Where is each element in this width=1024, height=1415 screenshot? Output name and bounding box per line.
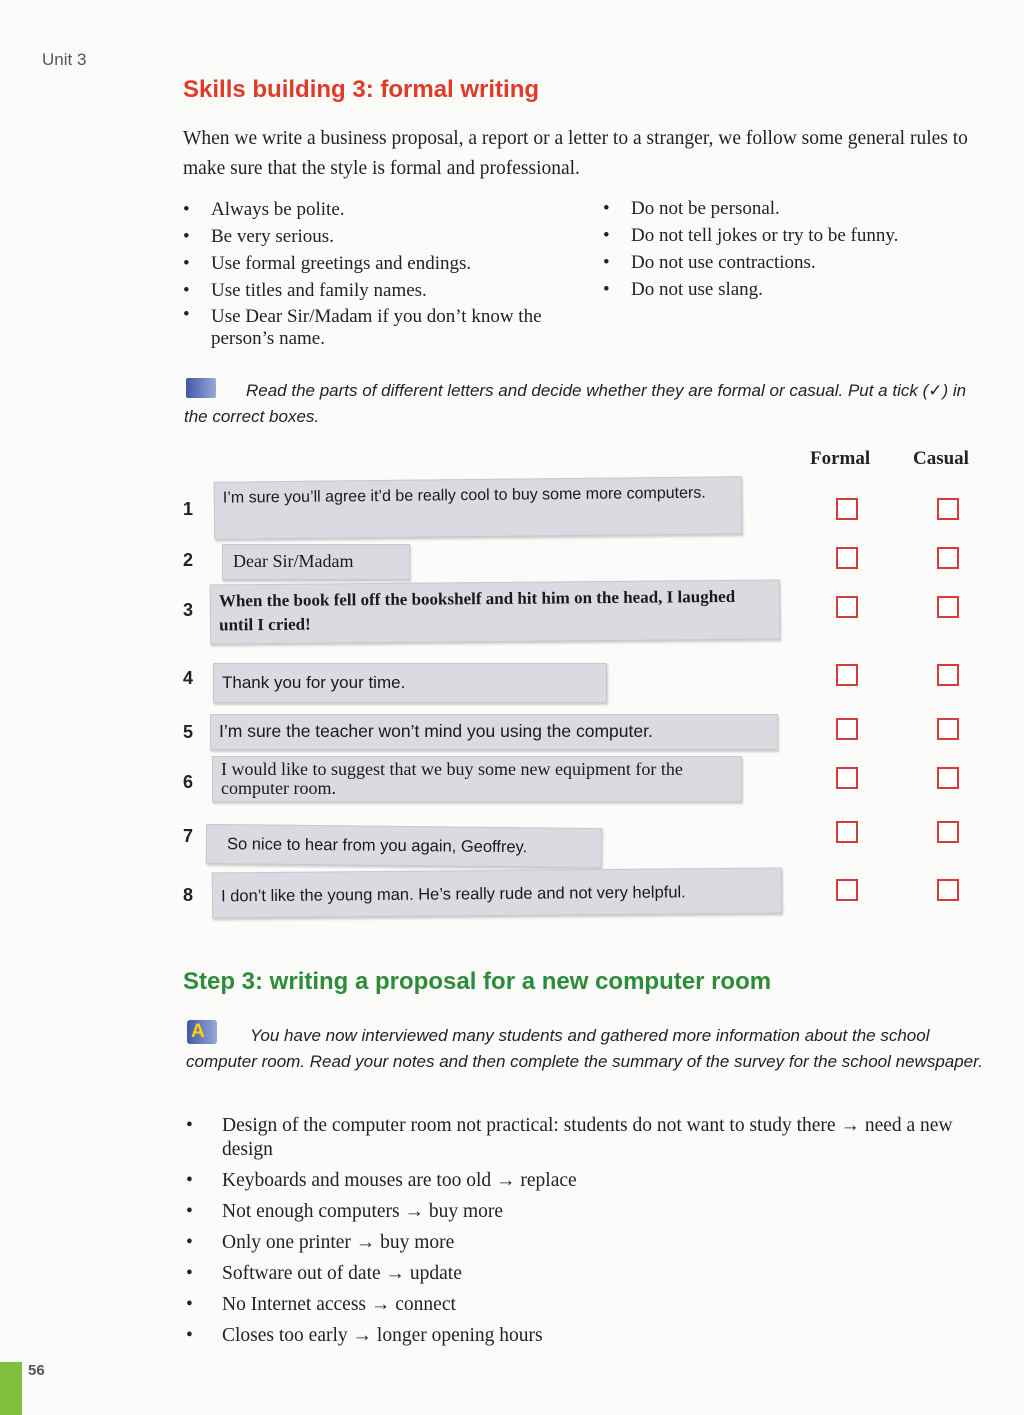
note-item: • Design of the computer room not practical: students do not want to study there → need a new design [186, 1114, 996, 1162]
rule-item: • Be very serious. [183, 223, 583, 250]
exercise-instruction: Read the parts of different letters and decide whether they are formal or casual. Put a tick (✓) in the correct boxes. [184, 381, 967, 426]
formal-checkbox[interactable] [836, 767, 858, 789]
formal-checkbox[interactable] [836, 718, 858, 740]
rule-item: • Do not use slang. [603, 276, 1003, 303]
note-item: • Only one printer → buy more [186, 1231, 996, 1255]
item-number: 6 [183, 772, 194, 792]
formal-checkbox[interactable] [836, 821, 858, 843]
rule-item: • Do not be personal. [603, 195, 1003, 222]
casual-checkbox[interactable] [937, 664, 959, 686]
section-title: Skills building 3: formal writing [183, 76, 540, 103]
letter-extract: Thank you for your time. [213, 663, 607, 703]
rules-list-right [603, 195, 1003, 303]
casual-checkbox[interactable] [937, 718, 959, 740]
notes-list [186, 1114, 996, 1355]
formal-checkbox[interactable] [836, 879, 858, 901]
rule-item: • Use Dear Sir/Madam if you don’t know the person’s name. [183, 304, 583, 350]
item-number: 8 [183, 885, 194, 905]
rule-item: • Do not tell jokes or try to be funny. [603, 222, 1003, 249]
page-number: 56 [28, 1362, 45, 1379]
letter-extract: I would like to suggest that we buy some new equipment for the computer room. [212, 756, 742, 802]
rule-item: • Always be polite. [183, 196, 583, 223]
letter-extract: So nice to hear from you again, Geoffrey. [206, 824, 602, 868]
casual-checkbox[interactable] [937, 596, 959, 618]
rules-list-left [183, 196, 583, 350]
item-number: 4 [183, 668, 194, 688]
formal-checkbox[interactable] [836, 596, 858, 618]
note-item: • Keyboards and mouses are too old → replace [186, 1169, 996, 1193]
letter-extract: I’m sure you’ll agree it’d be really cool to buy some more computers. [214, 476, 743, 540]
casual-checkbox[interactable] [937, 498, 959, 520]
note-item: • Not enough computers → buy more [186, 1200, 996, 1224]
item-number: 2 [183, 550, 194, 570]
item-number: 7 [183, 826, 194, 846]
rule-item: • Do not use contractions. [603, 249, 1003, 276]
step-title: Step 3: writing a proposal for a new computer room [183, 968, 772, 995]
note-item: • No Internet access → connect [186, 1293, 996, 1317]
casual-checkbox[interactable] [937, 821, 959, 843]
step-instruction: You have now interviewed many students and gathered more information about the school computer room. Read your notes and then complete the summary of the survey for the school newspaper. [186, 1026, 983, 1071]
letter-extract: Dear Sir/Madam [222, 544, 410, 580]
letter-extract: I’m sure the teacher won’t mind you using the computer. [210, 714, 778, 750]
note-item: • Software out of date → update [186, 1262, 996, 1286]
rule-item: • Use titles and family names. [183, 277, 583, 304]
item-number: 5 [183, 722, 194, 742]
formal-column-header: Formal [810, 448, 871, 469]
casual-checkbox[interactable] [937, 767, 959, 789]
intro-paragraph: When we write a business proposal, a report or a letter to a stranger, we follow some general rules to make sure that the style is formal and professional. [183, 128, 968, 179]
formal-checkbox[interactable] [836, 547, 858, 569]
item-number: 3 [183, 600, 194, 620]
step-marker-icon: A [187, 1020, 217, 1044]
unit-label: Unit 3 [42, 50, 87, 69]
casual-checkbox[interactable] [937, 879, 959, 901]
casual-checkbox[interactable] [937, 547, 959, 569]
letter-extract: I don’t like the young man. He’s really rude and not very helpful. [212, 868, 782, 919]
item-number: 1 [183, 499, 194, 519]
formal-checkbox[interactable] [836, 498, 858, 520]
rule-item: • Use formal greetings and endings. [183, 250, 583, 277]
letter-extract: When the book fell off the bookshelf and hit him on the head, I laughed until I cried! [210, 580, 781, 645]
note-item: • Closes too early → longer opening hours [186, 1324, 996, 1348]
casual-column-header: Casual [913, 448, 969, 469]
page-color-bar [0, 1362, 22, 1415]
formal-checkbox[interactable] [836, 664, 858, 686]
